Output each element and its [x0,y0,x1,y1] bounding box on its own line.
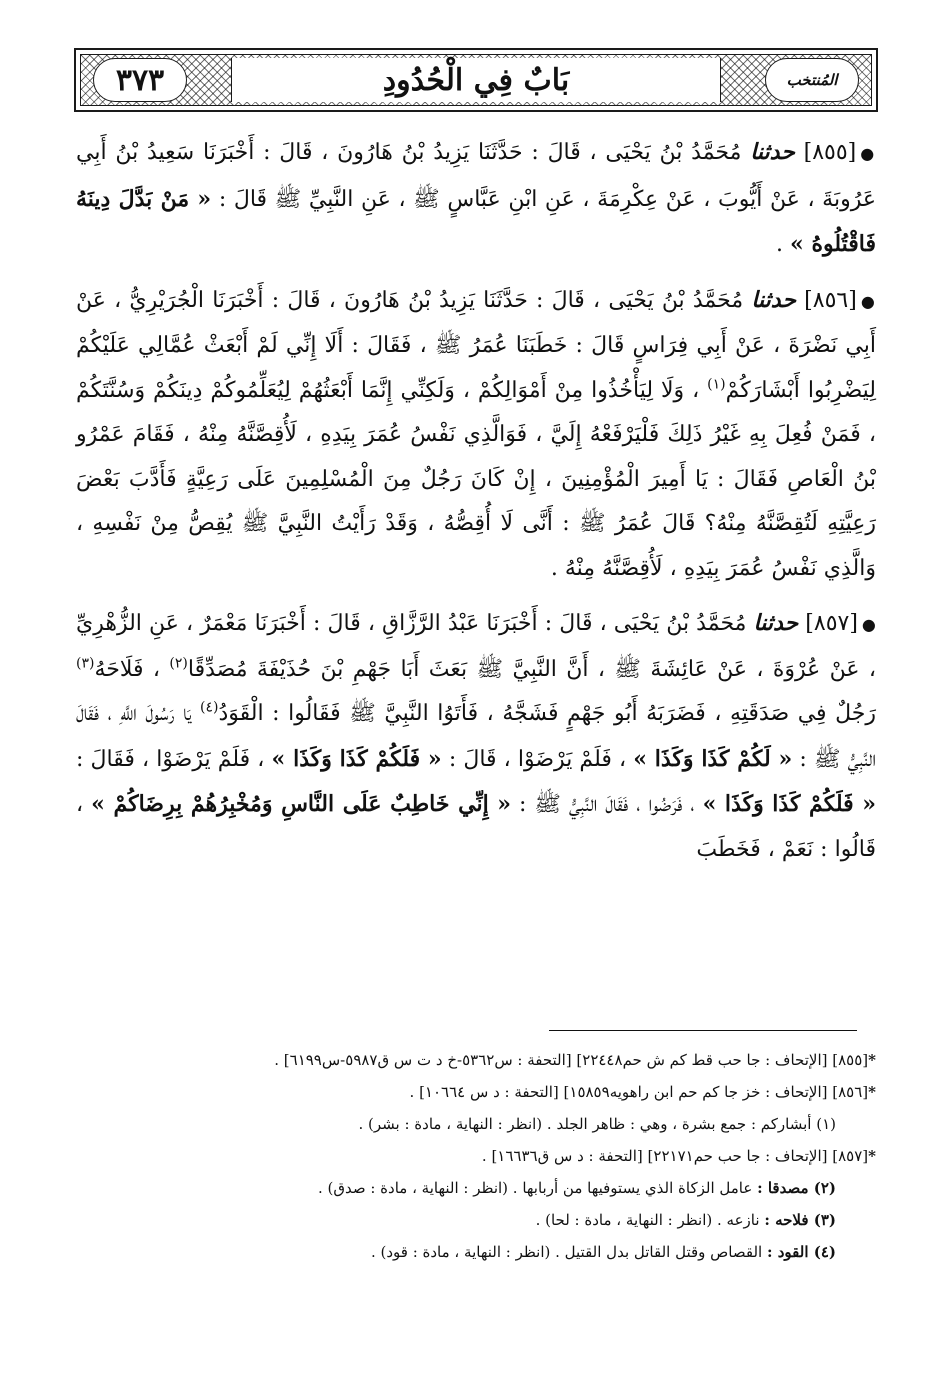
hadith-text: يَا رَسُولَ اللَّهِ ، فَقَالَ النَّبِيُّ ﷺ : [76,701,876,772]
footnote-ref-2[interactable]: (٢) [169,655,188,672]
footnote-note-2 [90,1172,876,1204]
isnad-lead: حدثنا [753,610,799,636]
chapter-title: بَابٌ فِي الْحُدُودِ [382,62,570,98]
hadith-text: ، فَرَضُوا ، فَقَالَ النَّبِيُّ ﷺ : [519,792,695,817]
header-ornament-border [80,54,872,106]
footnote-text: نازعه . (انظر : النهاية ، مادة : لحا) . [535,1211,760,1229]
footnote-term: (٣) فلاحه : [764,1211,836,1229]
prophetic-quote: « مَنْ بَدَّلَ دِينَهُ فَاقْتُلُوهُ » [76,185,876,257]
hadith-text: مُحَمَّدُ بْنُ يَحْيَى ، قَالَ : حَدَّثَنَا يَزِيدُ بْنُ هَارُونَ ، قَالَ : أَخْبَرَنَا سَعِيدُ بْنُ أَبِي عَرُوبَةَ ، عَنْ أَيُّوبَ ، عَنْ عِكْرِمَةَ ، عَنِ ابْنِ عَبَّاسٍ ﷺ ، عَنِ النَّبِيِّ ﷺ قَالَ : [76,140,876,212]
footnote-855 [90,1044,876,1076]
footnote-text: عامل الزكاة الذي يستوفيها من أربابها . (انظر : النهاية ، مادة : صدق) . [317,1179,753,1197]
bullet-icon: ● [861,615,876,634]
hadith-text: ، وَلَا لِيَأْخُذُوا مِنْ أَمْوَالِكُمْ ، وَلَكِنِّي إِنَّمَا أَبْعَثُهُمْ لِيُعَلِّمُوكُمْ دِينَكُمْ وَسُنَّتَكُمْ ، فَمَنْ فُعِلَ بِهِ غَيْرُ ذَلِكَ فَلْيَرْفَعْهُ إِلَيَّ ، فَوَالَّذِي نَفْسُ عُمَرَ بِيَدِهِ ، لَأُقِصَّنَّهُ مِنْهُ ، فَقَامَ عَمْرُو بْنُ الْعَاصِ فَقَالَ : يَا أَمِيرَ الْمُؤْمِنِينَ ، إِنْ كَانَ رَجُلٌ مِنَ الْمُسْلِمِينَ عَلَى رَعِيَّةٍ فَأَدَّبَ بَعْضَ رَعِيَّتِهِ لَتُقِصَّنَّهُ مِنْهُ؟ قَالَ عُمَرُ ﷺ : أَنَّى لَا أُقِصُّهُ ، وَقَدْ رَأَيْتُ النَّبِيَّ ﷺ يُقِصُّ مِنْ نَفْسِهِ ، وَالَّذِي نَفْسُ عُمَرَ بِيَدِهِ ، لَأُقِصَّنَّهُ مِنْهُ . [76,377,876,581]
footnote-text: [٨٥٥] [الإتحاف : جا حب قط كم ش حم٢٢٤٤٨] [التحفة : س٥٣٦٢-خ د ت س ق٥٩٨٧-س٦١٩٩] . [274,1051,869,1069]
footnote-text: [٨٥٧] [الإتحاف : جا حب حم٢٢١٧١] [التحفة : د س ق١٦٦٣٦] . [481,1147,869,1165]
footnotes [90,1044,876,1268]
hadith-number: [٨٥٥] [803,140,857,165]
book-logo-cartouche [765,58,859,102]
hadith-number: [٨٥٧] [805,611,858,636]
book-logo: المُنتخب [786,71,838,89]
star-icon: * [868,1051,876,1069]
page-number: ٣٧٣ [115,62,165,98]
footnote-text: (١) أبشاركم : جمع بشرة ، وهي : ظاهر الجلد . (انظر : النهاية ، مادة : بشر) . [358,1115,836,1133]
chapter-title-panel [231,58,721,102]
isnad-lead: حدثنا [750,139,795,165]
footnote-857 [90,1140,876,1172]
hadith-text: ، قَالُوا : نَعَمْ ، فَخَطَبَ [76,792,876,862]
prophetic-quote: « فَلَكُمْ كَذَا وَكَذَا » [702,791,877,817]
footnote-text: القصاص وقتل القاتل بدل القتيل . (انظر : النهاية ، مادة : قود) . [370,1243,763,1261]
footnote-term: (٢) مصدقا : [757,1179,836,1197]
hadith-end: . [776,232,784,257]
prophetic-quote: « فَلَكُمْ كَذَا وَكَذَا » [271,745,442,772]
footnote-note-1 [90,1108,876,1140]
footnote-term: (٤) القود : [766,1243,836,1261]
footnote-ref-4[interactable]: (٤) [200,699,219,716]
hadith-number: [٨٥٦] [804,287,857,313]
footnote-note-3 [90,1204,876,1236]
footnote-ref-1[interactable]: (١) [707,376,726,393]
footnote-text: [٨٥٦] [الإتحاف : خز جا كم حم ابن راهويه١٥٨٥٩] [التحفة : د س ١٠٦٦٤] . [409,1083,869,1101]
bullet-icon: ● [860,291,876,311]
hadith-857 [76,601,876,872]
prophetic-quote: « لَكُمْ كَذَا وَكَذَا » [633,745,793,772]
hadith-text: رَجُلٌ فِي صَدَقَتِهِ ، فَضَرَبَهُ أَبُو جَهْمٍ فَشَجَّهُ ، فَأَتَوُا النَّبِيَّ ﷺ فَقَالُوا : الْقَوَدُ [218,701,876,726]
prophetic-quote: « إِنِّي خَاطِبٌ عَلَى النَّاسِ وَمُخْبِرُهُمْ بِرِضَاكُمْ » [91,791,512,817]
page-number-cartouche [93,58,187,102]
footnote-856 [90,1076,876,1108]
isnad-lead: حدثنا [751,286,796,313]
hadith-text: ، فَلَمْ يَرْضَوْا ، فَقَالَ : [76,746,265,772]
bullet-icon: ● [860,144,876,163]
hadith-855 [76,130,876,268]
footnote-ref-3[interactable]: (٣) [76,655,95,672]
hadith-text: مُحَمَّدُ بْنُ يَحْيَى ، قَالَ : أَخْبَرَنَا عَبْدُ الرَّزَّاقِ ، قَالَ : أَخْبَرَنَا مَعْمَرٌ ، عَنِ الزُّهْرِيِّ ، عَنْ عُرْوَةَ ، عَنْ عَائِشَةَ ﷺ ، أَنَّ النَّبِيَّ ﷺ بَعَثَ أَبَا جَهْمِ بْنَ حُذَيْفَةَ مُصَدِّقًا [76,611,877,682]
star-icon: * [868,1083,876,1101]
hadith-856 [76,278,876,592]
hadith-text: ، فَلَمْ يَرْضَوْا ، قَالَ : [448,746,627,772]
hadith-text: ، فَلَاحَهُ [94,656,160,682]
page-header [74,48,878,112]
footnote-divider [549,1030,857,1031]
main-text [76,130,876,882]
star-icon: * [868,1147,876,1165]
footnote-note-4 [90,1236,876,1268]
hadith-text: مُحَمَّدُ بْنُ يَحْيَى ، قَالَ : حَدَّثَنَا يَزِيدُ بْنُ هَارُونَ ، قَالَ : أَخْبَرَنَا الْجُرَيْرِيُّ ، عَنْ أَبِي نَضْرَةَ ، عَنْ أَبِي فِرَاسٍ قَالَ : خَطَبَنَا عُمَرُ ﷺ ، فَقَالَ : أَلَا إِنِّي لَمْ أَبْعَثْ عُمَّالِي عَلَيْكُمْ لِيَضْرِبُوا أَبْشَارَكُمْ [76,287,876,403]
